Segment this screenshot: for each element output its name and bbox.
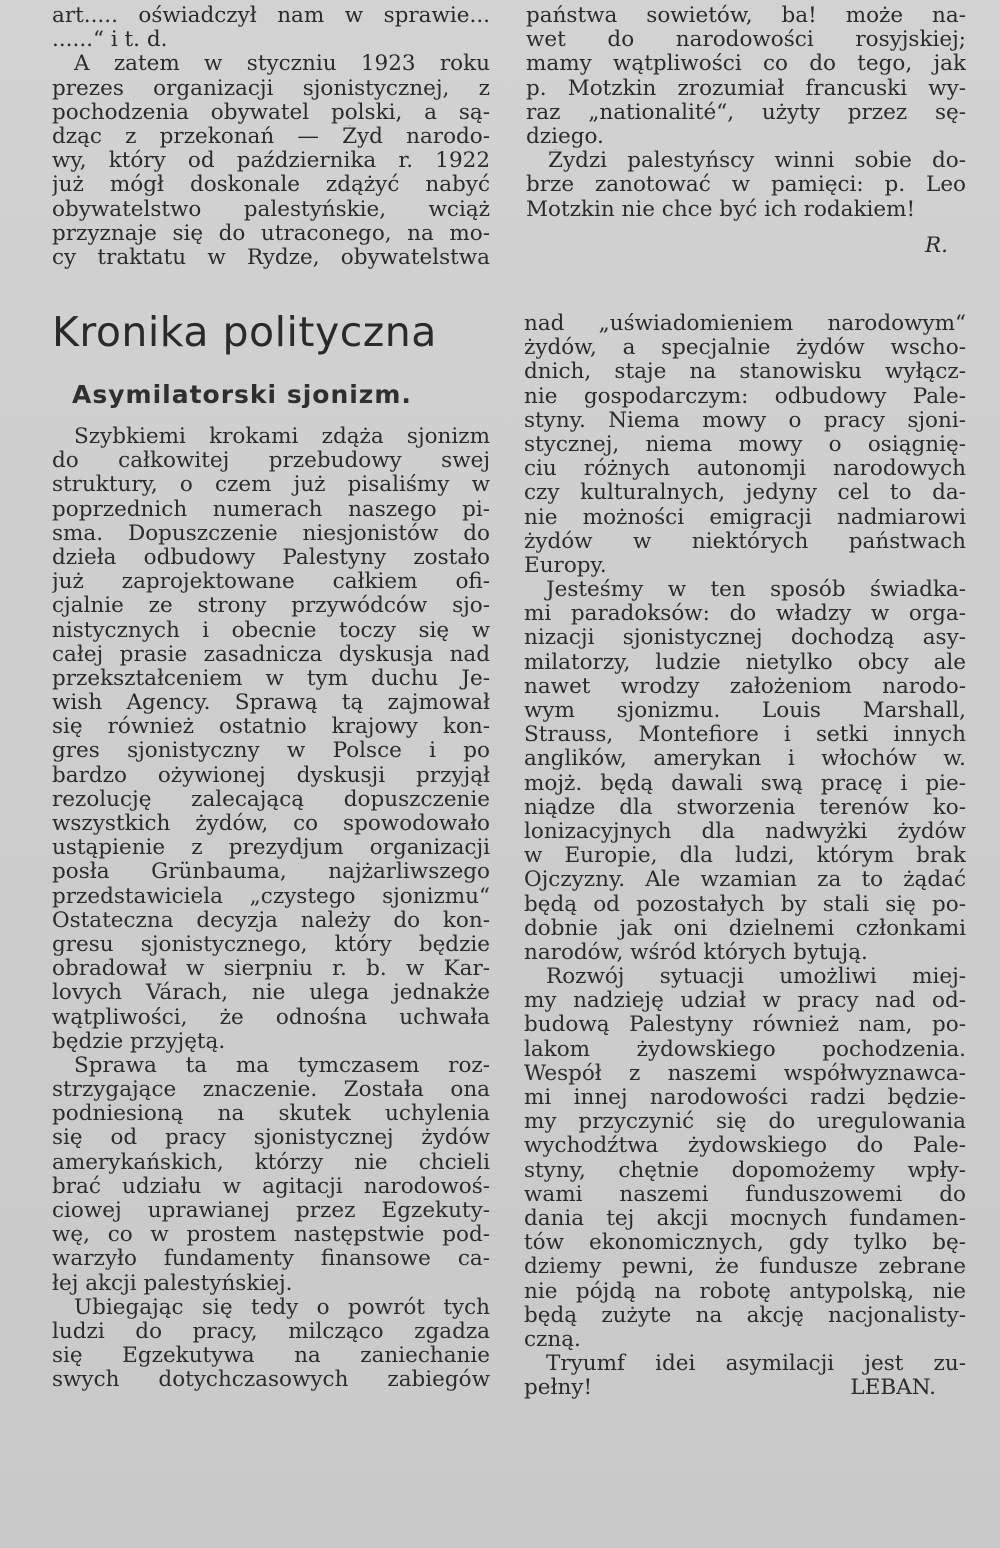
text-line: będzie przyjętą. (52, 1029, 226, 1054)
text-line: tów ekonomicznych, gdy tylko bę- (524, 1231, 966, 1256)
text-line: państwa sowietów, ba! może na- (526, 4, 966, 28)
text-line: Motzkin nie chce być ich rodakiem! (526, 197, 916, 222)
text-line: anglików, amerykan i włochów w. (524, 747, 966, 772)
top-left-column (52, 4, 490, 270)
text-line: będą od pozostałych by stali się po- (524, 892, 966, 917)
text-line: dobnie jak oni dzielnemi członkami (524, 916, 966, 941)
text-line: żydów w niektórych państwach (524, 529, 966, 554)
text-line: ciu różnych autonomji narodowych (524, 457, 966, 482)
text-line: ludzi do pracy, milcząco zgadza (52, 1319, 490, 1344)
text-line: wet do narodowości rosyjskiej; (526, 28, 966, 53)
text-line: nie gospodarczym: odbudowy Pale- (524, 384, 966, 409)
text-line: dnich, staje na stanowisku wyłącz- (524, 360, 966, 385)
author-signature: LEBAN. (850, 1376, 936, 1401)
text-line: nad „uświadomieniem narodowym“ (524, 312, 966, 336)
text-line: Ubiegając się tedy o powrót tych (74, 1295, 490, 1320)
text-line: warzyło fundamenty finansowe ca- (52, 1247, 490, 1272)
spacer (526, 222, 966, 234)
text-line: lakom żydowskiego pochodzenia. (524, 1037, 966, 1062)
text-line: pochodzenia obywatel polski, a są- (52, 100, 490, 125)
text-line: już zaprojektowane całkiem ofi- (52, 570, 490, 595)
text-line: mojż. będą dawali swą pracę i pie- (524, 771, 966, 796)
text-line: wę, co w prostem następstwie pod- (52, 1223, 490, 1248)
text-line: posła Grünbauma, najżarliwszego (52, 860, 490, 885)
text-line: A zatem w styczniu 1923 roku (74, 52, 490, 77)
text-line: milatorzy, ludzie nietylko obcy ale (524, 650, 966, 675)
text-line: wym sjonizmu. Louis Marshall, (524, 699, 966, 723)
text-line: dząc z przekonań — Żyd narodo- (52, 124, 490, 149)
text-line: p. Motzkin zrozumiał francuski wy- (526, 76, 966, 101)
text-line: bardzo ożywionej dyskusji przyjął (52, 763, 490, 788)
text-line: lovych Várach, nie ulega jednakże (52, 981, 490, 1006)
article-right-column (524, 312, 966, 1400)
text-line: wish Agency. Sprawą tą zajmował (52, 691, 490, 716)
text-line: już mógł doskonale zdążyć nabyć (52, 173, 490, 198)
text-line: ......“ i t. d. (52, 28, 168, 53)
text-line: narodów, wśród których bytują. (524, 940, 868, 965)
text-line: niądze dla stworzenia terenów ko- (524, 795, 966, 820)
article-left-column (52, 425, 490, 1393)
text-line: styny, chętnie dopomożemy wpły- (524, 1158, 966, 1183)
text-line: Tryumf idei asymilacji jest zu- (546, 1352, 966, 1377)
text-line: Europy. (524, 553, 607, 578)
signature-initial: R. (924, 233, 948, 258)
text-line: wątpliwości, że odnośna uchwała (52, 1005, 490, 1030)
text-line: cy traktatu w Rydze, obywatelstwa (52, 245, 490, 270)
text-line: do całkowitej przebudowy swej (52, 449, 490, 474)
text-line: sma. Dopuszczenie niesjonistów do (52, 521, 490, 546)
top-right-column (526, 4, 966, 258)
text-line: wy, który od października r. 1922 (52, 149, 490, 174)
text-line: struktury, o czem już pisaliśmy w (52, 473, 490, 498)
text-line: się Egzekutywa na zaniechanie (52, 1344, 490, 1369)
text-line: przedstawiciela „czystego sjonizmu“ (52, 884, 490, 909)
text-line: dzieła odbudowy Palestyny zostało (52, 545, 490, 570)
text-line: raz „nationalité“, użyty przez sę- (526, 100, 966, 125)
text-line: obywatelstwo palestyńskie, wciąż (52, 197, 490, 222)
text-line: Rozwój sytuacji umożliwi miej- (546, 965, 966, 990)
text-line: Sprawa ta ma tymczasem roz- (74, 1053, 490, 1078)
text-line: przekształceniem w tym duchu Je- (52, 666, 490, 691)
text-line: gres sjonistyczny w Polsce i po (52, 739, 490, 764)
text-line: nizacji sjonistycznej dochodzą asy- (524, 626, 966, 651)
text-line: się od pracy sjonistycznej żydów (52, 1126, 490, 1151)
closing-text: pełny! (524, 1376, 593, 1401)
text-line: Jesteśmy w ten sposób świadka- (546, 578, 966, 603)
text-line: całej prasie zasadnicza dyskusja nad (52, 642, 490, 667)
text-line: czy kulturalnych, jedyny cel to da- (524, 481, 966, 506)
text-line: podniesioną na skutek uchylenia (52, 1102, 490, 1127)
text-line: żydów, a specjalnie żydów wscho- (524, 336, 966, 361)
text-line: ciowej uprawianej przez Egzekuty- (52, 1199, 490, 1223)
text-line: łej akcji palestyńskiej. (52, 1271, 293, 1296)
text-line: my nadzieję udział w pracy nad od- (524, 989, 966, 1014)
text-line: cjalnie ze strony przywódców sjo- (52, 594, 490, 619)
text-line: nie pójdą na robotę antypolską, nie (524, 1279, 966, 1304)
text-line: Ojczyzny. Ale wzamian za to żądać (524, 868, 966, 893)
text-line: nie możności emigracji nadmiarowi (524, 505, 966, 530)
section-title: Kronika polityczna (52, 308, 437, 356)
text-line: przyznaje się do utraconego, na mo- (52, 221, 490, 246)
text-line: swych dotychczasowych zabiegów (52, 1368, 490, 1393)
text-line: brze zanotować w pamięci: p. Leo (526, 173, 966, 198)
text-line: mamy wątpliwości co do tego, jak (526, 52, 966, 77)
text-line: poprzednich numerach naszego pi- (52, 497, 490, 522)
text-line: wszystkich żydów, co spowodowało (52, 812, 490, 836)
text-line: w Europie, dla ludzi, którym brak (524, 844, 966, 869)
text-line: dziego. (526, 124, 604, 149)
text-line: amerykańskich, którzy nie chcieli (52, 1150, 490, 1175)
text-line: styny. Niema mowy o pracy sjoni- (524, 408, 966, 433)
text-line: Szybkiemi krokami zdąża sjonizm (74, 425, 490, 449)
closing-line (524, 1376, 966, 1400)
article-title: Asymilatorski sjonizm. (72, 380, 412, 409)
text-line: mi innej narodowości radzi będzie- (524, 1086, 966, 1110)
text-line: brać udziału w agitacji narodowoś- (52, 1174, 490, 1199)
text-line: gresu sjonistycznego, który będzie (52, 932, 490, 957)
text-line: my przyczynić się do uregulowania (524, 1110, 966, 1135)
text-line: Wespół z naszemi współwyznawca- (524, 1061, 966, 1086)
text-line: nawet wrodzy założeniom narodo- (524, 674, 966, 699)
text-line: Żydzi palestyńscy winni sobie do- (548, 149, 966, 174)
text-line: strzygające znaczenie. Została ona (52, 1078, 490, 1103)
text-line: mi paradoksów: do władzy w orga- (524, 602, 966, 627)
text-line: Strauss, Montefiore i setki innych (524, 723, 966, 748)
text-line: art..... oświadczył nam w sprawie... (52, 4, 490, 28)
text-line: stycznej, niema mowy o osiągnię- (524, 432, 966, 457)
text-line: wami naszemi funduszowemi do (524, 1182, 966, 1207)
text-line: czną. (524, 1327, 581, 1352)
text-line: prezes organizacji sjonistycznej, z (52, 76, 490, 101)
text-line: ustąpienie z prezydjum organizacji (52, 836, 490, 861)
text-line: będą zużyte na akcję nacjonalisty- (524, 1303, 966, 1328)
text-line: dania tej akcji mocnych fundamen- (524, 1206, 966, 1231)
text-line: rezolucję zalecającą dopuszczenie (52, 787, 490, 812)
text-line: dziemy pewni, że fundusze zebrane (524, 1255, 966, 1280)
text-line: się również ostatnio krajowy kon- (52, 715, 490, 740)
text-line: lonizacyjnych dla nadwyżki żydów (524, 819, 966, 844)
text-line: wychodźtwa żydowskiego do Pale- (524, 1134, 966, 1159)
text-line: obradował w sierpniu r. b. w Kar- (52, 957, 490, 982)
text-line: budową Palestyny również nam, po- (524, 1013, 966, 1038)
text-line: Ostateczna decyzja należy do kon- (52, 908, 490, 933)
text-line: nistycznych i obecnie toczy się w (52, 618, 490, 643)
